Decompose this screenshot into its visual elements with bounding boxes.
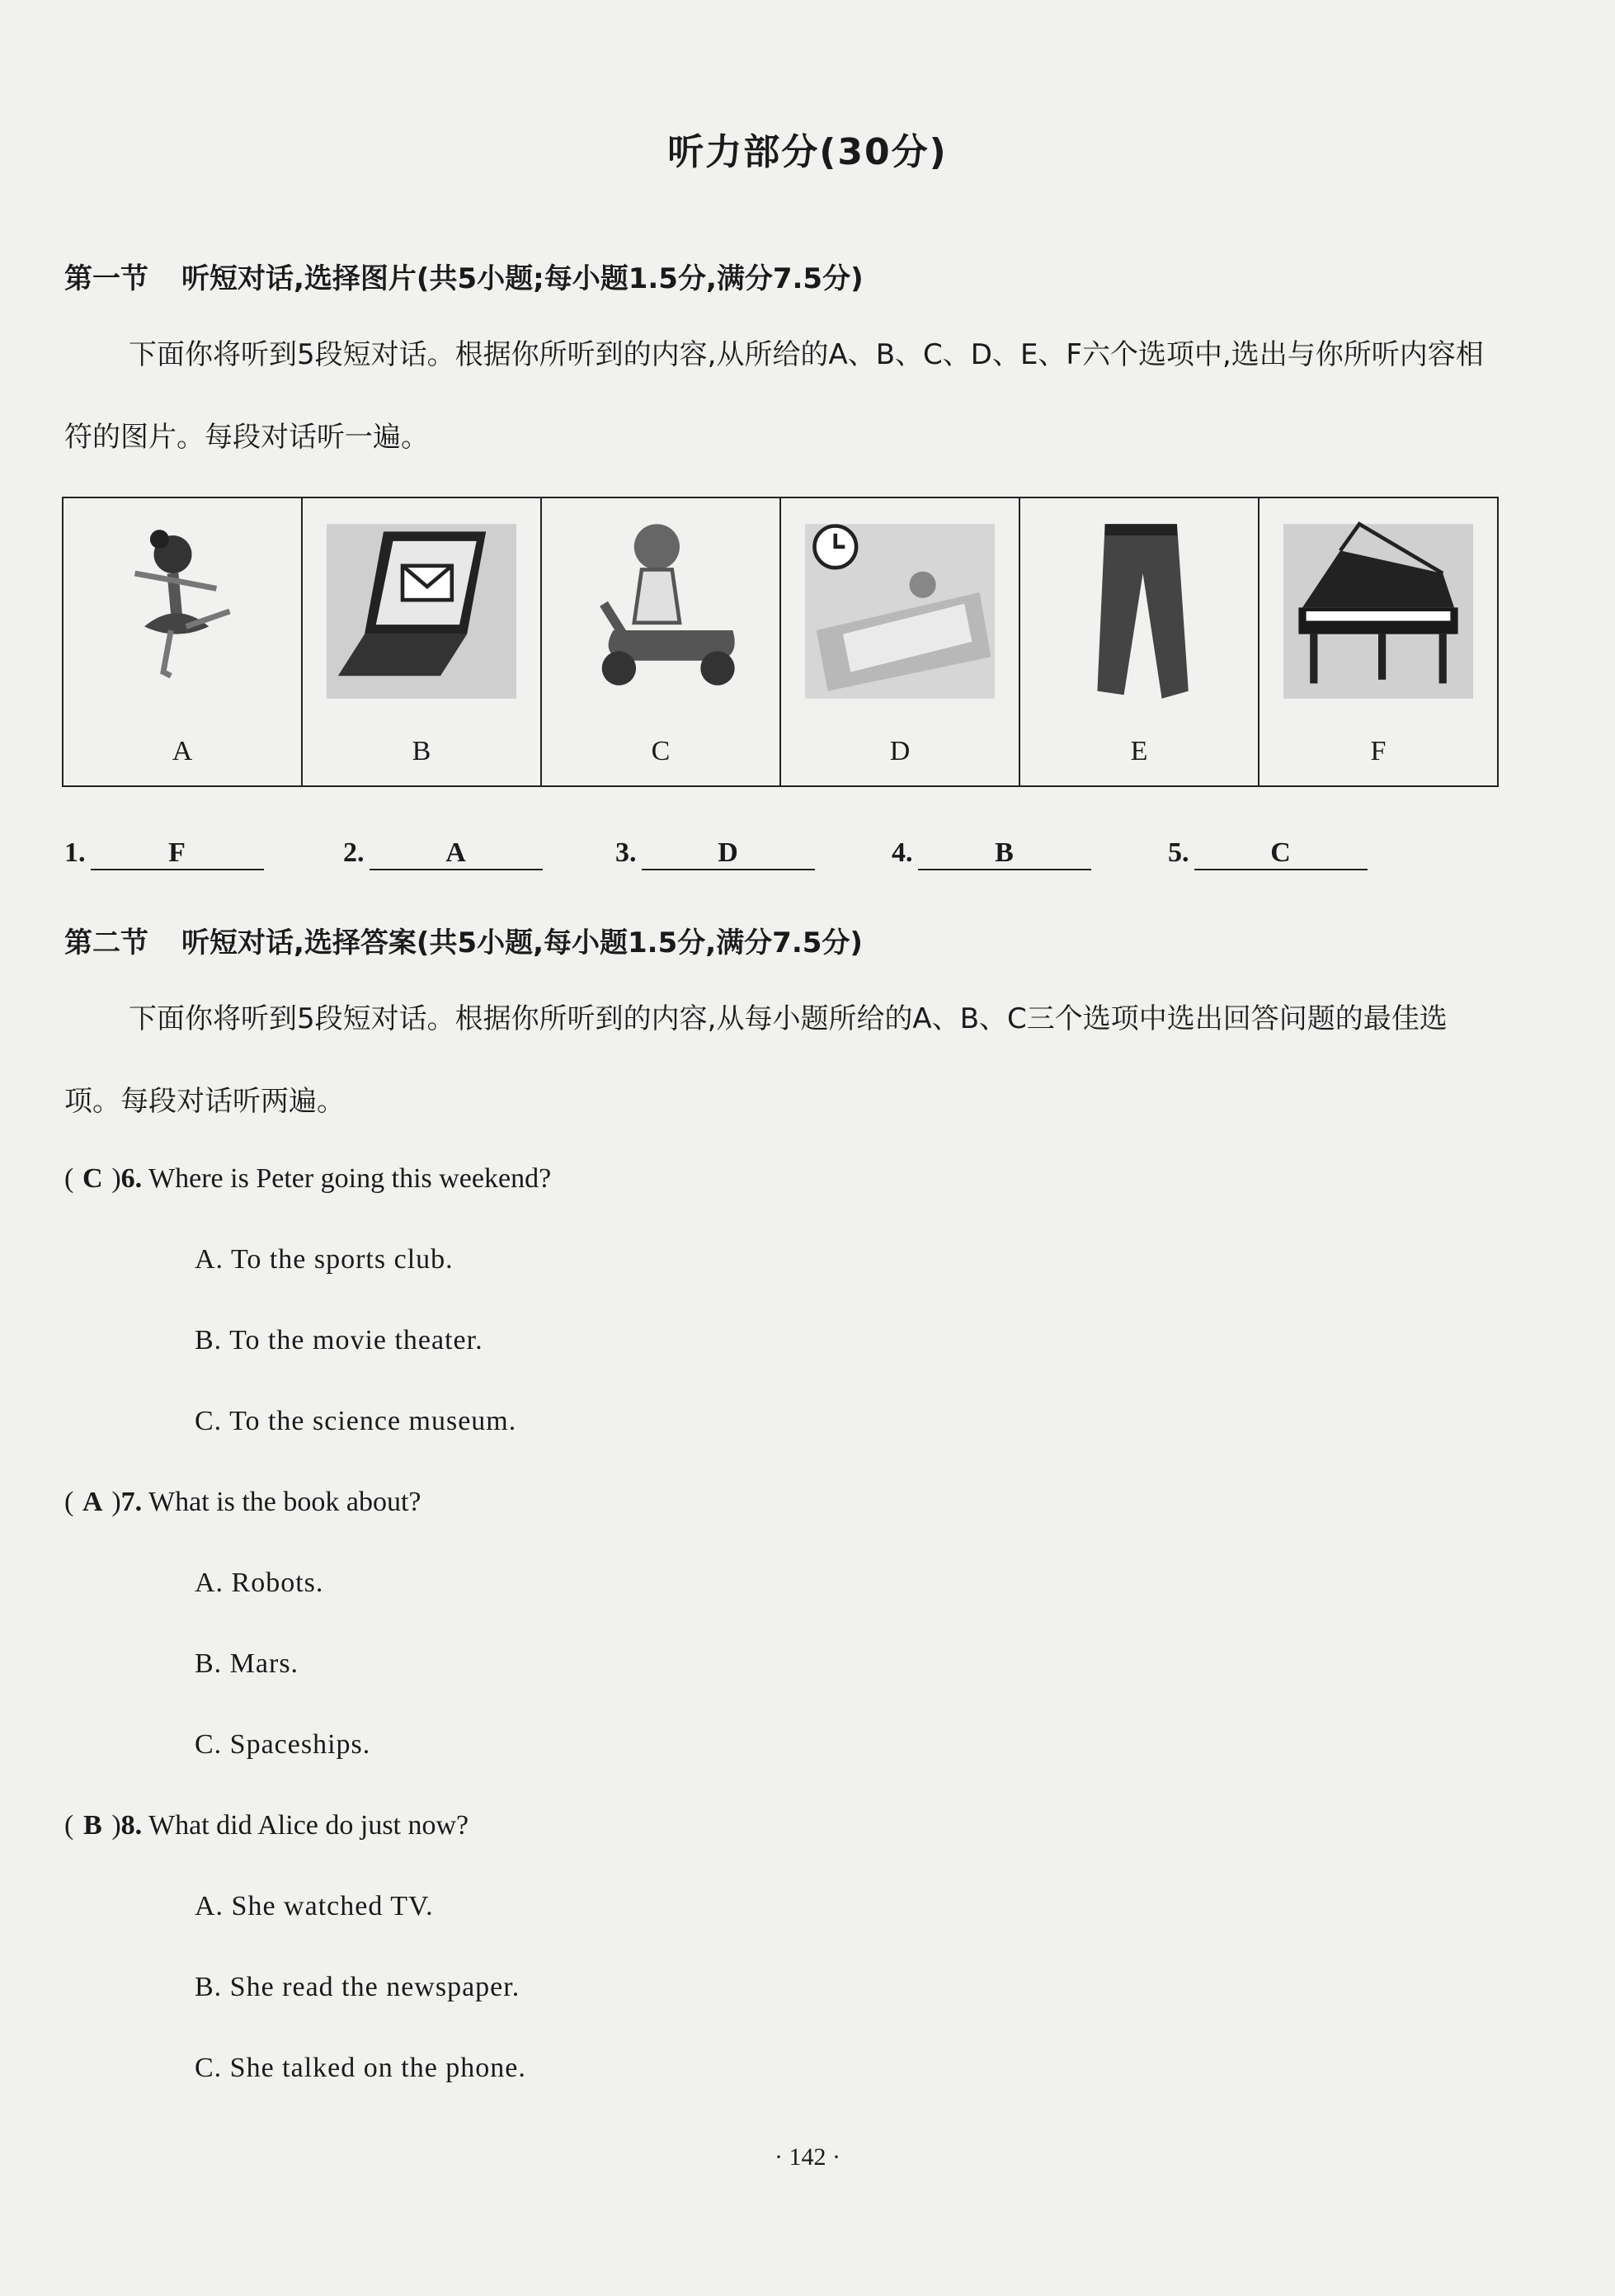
picture-label-e: E: [1130, 736, 1148, 766]
question-answer[interactable]: C: [82, 1163, 103, 1194]
section1-title: 听短对话,选择图片(共5小题;每小题1.5分,满分7.5分): [181, 262, 864, 295]
scooter-rider-icon: [566, 516, 756, 706]
question-7: ( A )7. What is the book about?: [64, 1487, 421, 1517]
section1-heading: [64, 256, 864, 296]
question-7-option-a[interactable]: A. Robots.: [195, 1568, 324, 1598]
question-6-option-a[interactable]: A. To the sports club.: [195, 1244, 454, 1275]
question-text: Where is Peter going this weekend?: [148, 1163, 552, 1194]
section1-label: 第一节: [64, 262, 148, 295]
picture-cell-c: [541, 497, 780, 786]
answer-1: 1. F: [64, 837, 264, 870]
answer-2: 2. A: [343, 837, 543, 870]
section2-label: 第二节: [64, 926, 148, 959]
question-7-option-b[interactable]: B. Mars.: [195, 1648, 299, 1679]
answer-blank[interactable]: F: [91, 837, 264, 870]
question-8-option-b[interactable]: B. She read the newspaper.: [195, 1972, 520, 2002]
picture-cell-b: [302, 497, 541, 786]
page-title: 听力部分(30分): [667, 131, 948, 173]
answer-5: 5. C: [1168, 837, 1368, 870]
picture-label-b: B: [412, 736, 431, 766]
question-6: ( C )6. Where is Peter going this weekend?: [64, 1163, 552, 1194]
question-7-option-c[interactable]: C. Spaceships.: [195, 1729, 371, 1760]
picture-cell-f: [1259, 497, 1498, 786]
question-8: ( B )8. What did Alice do just now?: [64, 1810, 469, 1841]
question-8-option-a[interactable]: A. She watched TV.: [195, 1891, 434, 1921]
section2-heading: [64, 920, 863, 960]
question-text: What is the book about?: [148, 1487, 421, 1517]
question-8-option-c[interactable]: C. She talked on the phone.: [195, 2053, 526, 2083]
picture-label-f: F: [1370, 736, 1387, 766]
trousers-icon: [1044, 516, 1234, 706]
question-6-option-b[interactable]: B. To the movie theater.: [195, 1325, 483, 1355]
ballerina-icon: [87, 516, 277, 706]
picture-cell-e: [1019, 497, 1259, 786]
picture-options-table: [62, 497, 1499, 787]
section1-answers: [64, 837, 1500, 879]
piano-icon: [1283, 516, 1473, 706]
picture-label-c: C: [651, 736, 671, 766]
question-answer[interactable]: B: [82, 1810, 102, 1841]
picture-cell-d: [780, 497, 1019, 786]
question-6-option-c[interactable]: C. To the science museum.: [195, 1406, 517, 1436]
picture-cell-a: [63, 497, 302, 786]
answer-4: 4. B: [892, 837, 1091, 870]
question-answer[interactable]: A: [82, 1487, 103, 1517]
picture-label-a: A: [172, 736, 193, 766]
answer-blank[interactable]: B: [918, 837, 1091, 870]
section2-title: 听短对话,选择答案(共5小题,每小题1.5分,满分7.5分): [181, 926, 863, 959]
answer-3: 3. D: [615, 837, 815, 870]
picture-label-d: D: [889, 736, 911, 766]
laptop-email-icon: [327, 516, 516, 706]
answer-blank[interactable]: A: [370, 837, 543, 870]
page-number: · 142 ·: [775, 2143, 840, 2171]
answer-blank[interactable]: D: [642, 837, 815, 870]
question-text: What did Alice do just now?: [148, 1810, 469, 1841]
sleeping-clock-icon: [805, 516, 995, 706]
section2-instruction: 下面你将听到5段短对话。根据你所听到的内容,从每小题所给的A、B、C三个选项中选出回答问题的最佳选项。每段对话听两遍。: [64, 1002, 1448, 1118]
answer-blank[interactable]: C: [1194, 837, 1368, 870]
section1-instruction: 下面你将听到5段短对话。根据你所听到的内容,从所给的A、B、C、D、E、F六个选项中,选出与你所听内容相符的图片。每段对话听一遍。: [64, 338, 1484, 454]
